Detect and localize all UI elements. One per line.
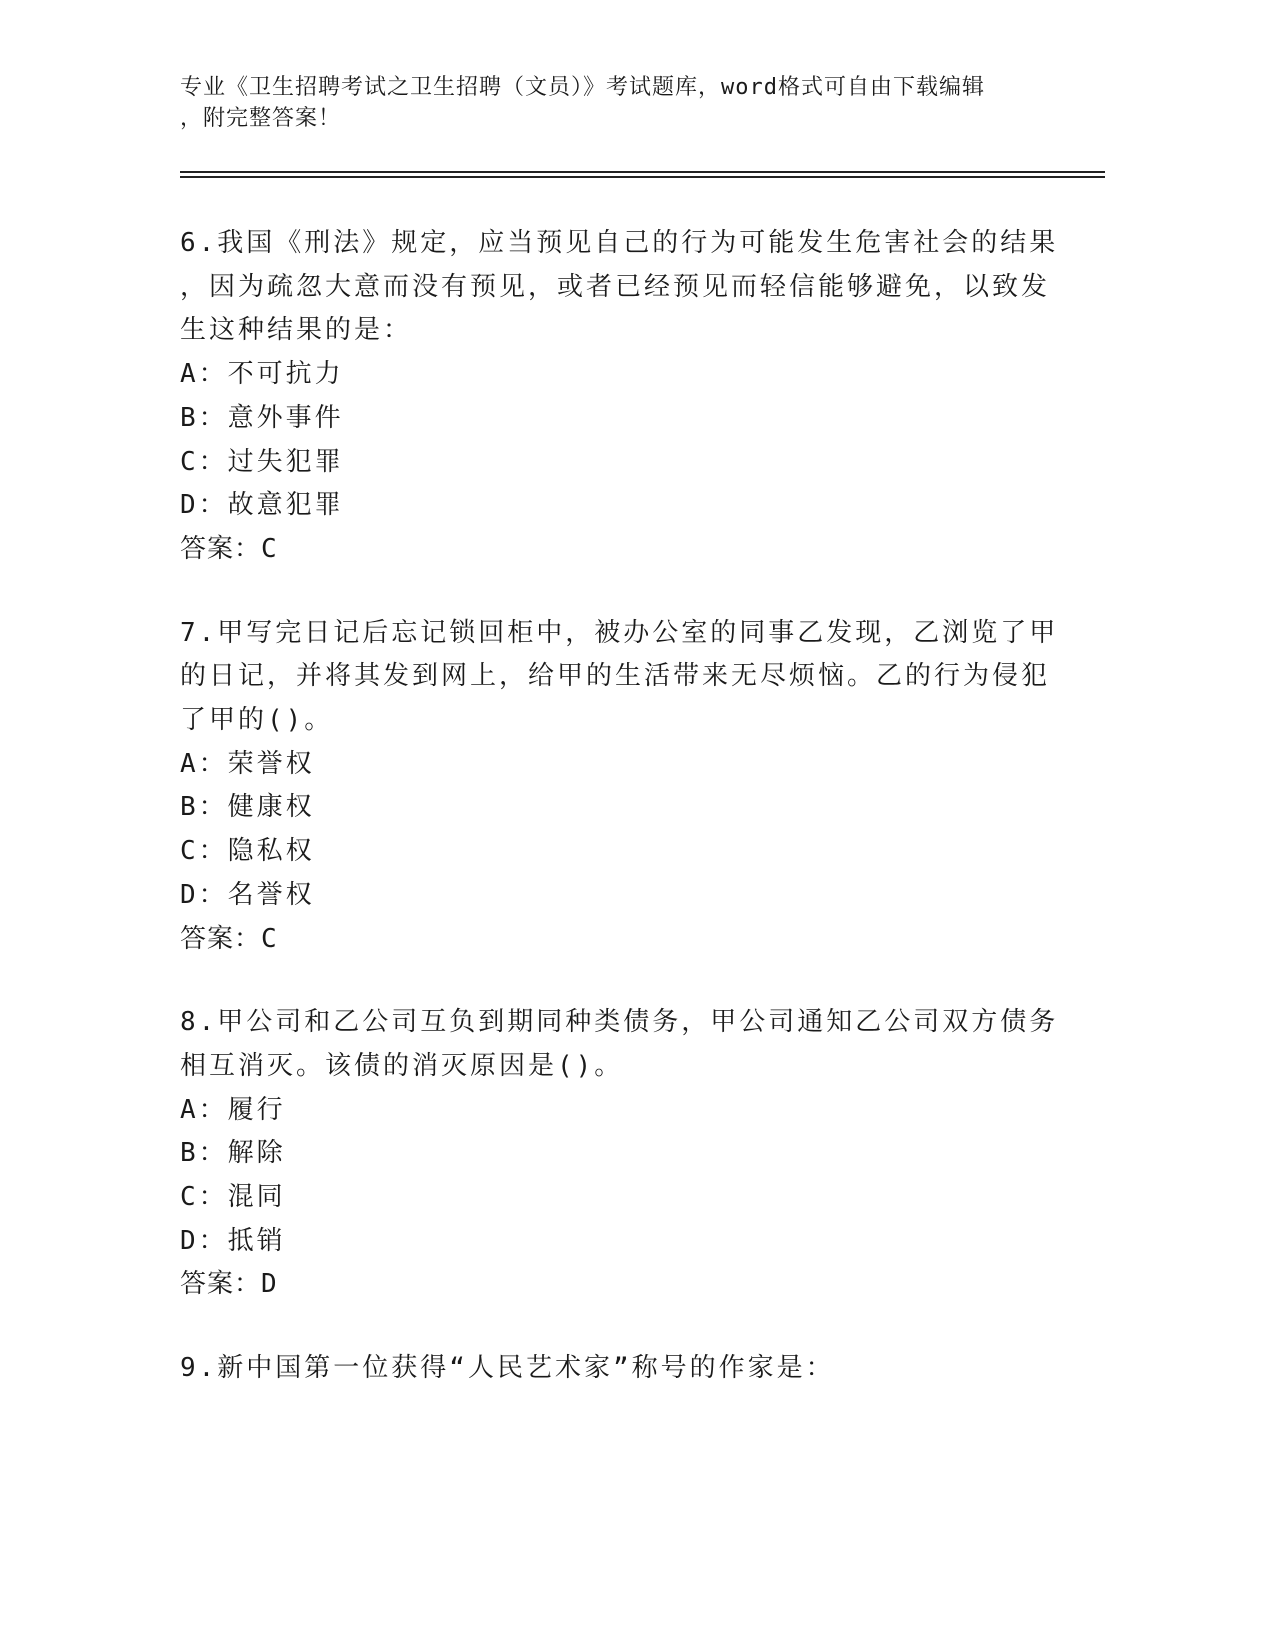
question-text-line: 9.新中国第一位获得“人民艺术家”称号的作家是： xyxy=(180,1353,835,1384)
question-text-line: 了甲的()。 xyxy=(180,705,334,736)
option-d: D：故意犯罪 xyxy=(180,490,344,521)
answer-value: C xyxy=(261,533,278,564)
question-list xyxy=(180,222,1080,1431)
option-d: D：名誉权 xyxy=(180,879,315,910)
answer-label: 答案： xyxy=(180,923,262,954)
option-b: B：解除 xyxy=(180,1138,286,1169)
option-a: A：履行 xyxy=(180,1094,286,1125)
answer-line xyxy=(180,918,1080,962)
answer-line xyxy=(180,1263,1080,1307)
question-6 xyxy=(180,222,1080,572)
header-rule-top xyxy=(180,171,1105,173)
question-text-line: ，因为疏忽大意而没有预见，或者已经预见而轻信能够避免，以致发 xyxy=(180,271,1051,302)
question-9 xyxy=(180,1347,1080,1391)
answer-label: 答案： xyxy=(180,1269,262,1300)
option-b: B：健康权 xyxy=(180,792,315,823)
question-text-line: 的日记，并将其发到网上，给甲的生活带来无尽烦恼。乙的行为侵犯 xyxy=(180,661,1051,692)
option-c: C：混同 xyxy=(180,1182,286,1213)
answer-label: 答案： xyxy=(180,533,262,564)
header-rule-bottom xyxy=(180,176,1105,178)
option-c: C：隐私权 xyxy=(180,836,315,867)
question-text-line: 6.我国《刑法》规定，应当预见自己的行为可能发生危害社会的结果 xyxy=(180,228,1059,258)
question-7 xyxy=(180,612,1080,962)
document-header xyxy=(180,72,1040,134)
question-text-line: 8.甲公司和乙公司互负到期同种类债务，甲公司通知乙公司双方债务 xyxy=(180,1007,1059,1038)
question-text-line: 相互消灭。该债的消灭原因是()。 xyxy=(180,1050,624,1081)
answer-line xyxy=(180,528,1080,572)
option-a: A：荣誉权 xyxy=(180,748,315,779)
question-8 xyxy=(180,1001,1080,1307)
answer-value: D xyxy=(261,1269,278,1300)
answer-value: C xyxy=(261,923,278,954)
header-line-2: ，附完整答案！ xyxy=(180,106,342,131)
header-line-1: 专业《卫生招聘考试之卫生招聘（文员）》考试题库，word格式可自由下载编辑 xyxy=(180,75,985,100)
question-text-line: 7.甲写完日记后忘记锁回柜中，被办公室的同事乙发现，乙浏览了甲 xyxy=(180,617,1059,648)
question-text-line: 生这种结果的是： xyxy=(180,315,413,346)
option-c: C：过失犯罪 xyxy=(180,446,344,477)
option-a: A：不可抗力 xyxy=(180,359,344,390)
option-d: D：抵销 xyxy=(180,1225,286,1256)
option-b: B：意外事件 xyxy=(180,402,344,433)
